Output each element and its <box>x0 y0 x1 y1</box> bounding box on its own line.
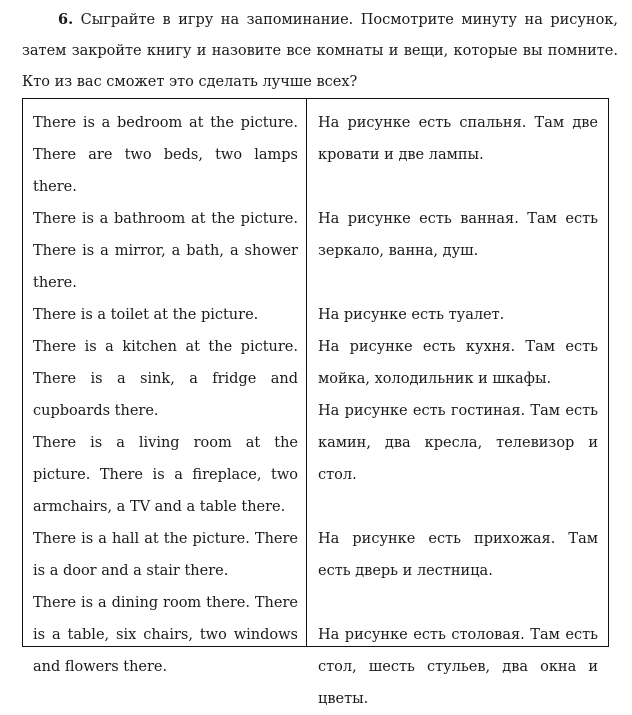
task-number: 6. <box>58 11 74 28</box>
russian-sentence-dining-room: На рисунке есть столовая. Там есть стол, шесть стульев, два окна и цветы. <box>318 627 598 707</box>
russian-sentence-kitchen: На рисунке есть кухня. Там есть мойка, холодильник и шкафы. <box>318 339 598 387</box>
column-divider <box>306 99 307 646</box>
russian-sentence-bedroom: На рисунке есть спальня. Там две кровати и две лампы. <box>318 115 598 163</box>
english-column <box>33 107 298 683</box>
task-text: Сыграйте в игру на запоминание. Посмотрите минуту на рисунок, затем закройте книгу и назовите все комнаты и вещи, которые вы помните. Кто из вас сможет это сделать лучше всех? <box>22 12 619 90</box>
russian-sentence-living-room: На рисунке есть гостиная. Там есть камин, два кресла, телевизор и стол. <box>318 403 598 483</box>
russian-sentence-bathroom: На рисунке есть ванная. Там есть зеркало, ванна, душ. <box>318 211 598 259</box>
task-instruction <box>22 4 618 98</box>
english-sentence-hall: There is a hall at the picture. There is a door and a stair there. <box>33 531 298 579</box>
english-sentence-bathroom: There is a bathroom at the picture. There is a mirror, a bath, a shower there. <box>33 211 298 291</box>
english-sentence-living-room: There is a living room at the picture. There is a fireplace, two armchairs, a TV and a table there. <box>33 435 298 515</box>
russian-column <box>318 107 598 715</box>
english-sentence-dining-room: There is a dining room there. There is a table, six chairs, two windows and flowers there. <box>33 595 298 675</box>
russian-sentence-toilet: На рисунке есть туалет. <box>318 307 505 323</box>
translation-table <box>22 98 609 707</box>
russian-sentence-hall: На рисунке есть прихожая. Там есть дверь и лестница. <box>318 531 598 579</box>
english-sentence-bedroom: There is a bedroom at the picture. There are two beds, two lamps there. <box>33 115 298 195</box>
english-sentence-toilet: There is a toilet at the picture. <box>33 307 259 323</box>
english-sentence-kitchen: There is a kitchen at the picture. There is a sink, a fridge and cupboards there. <box>33 339 298 419</box>
